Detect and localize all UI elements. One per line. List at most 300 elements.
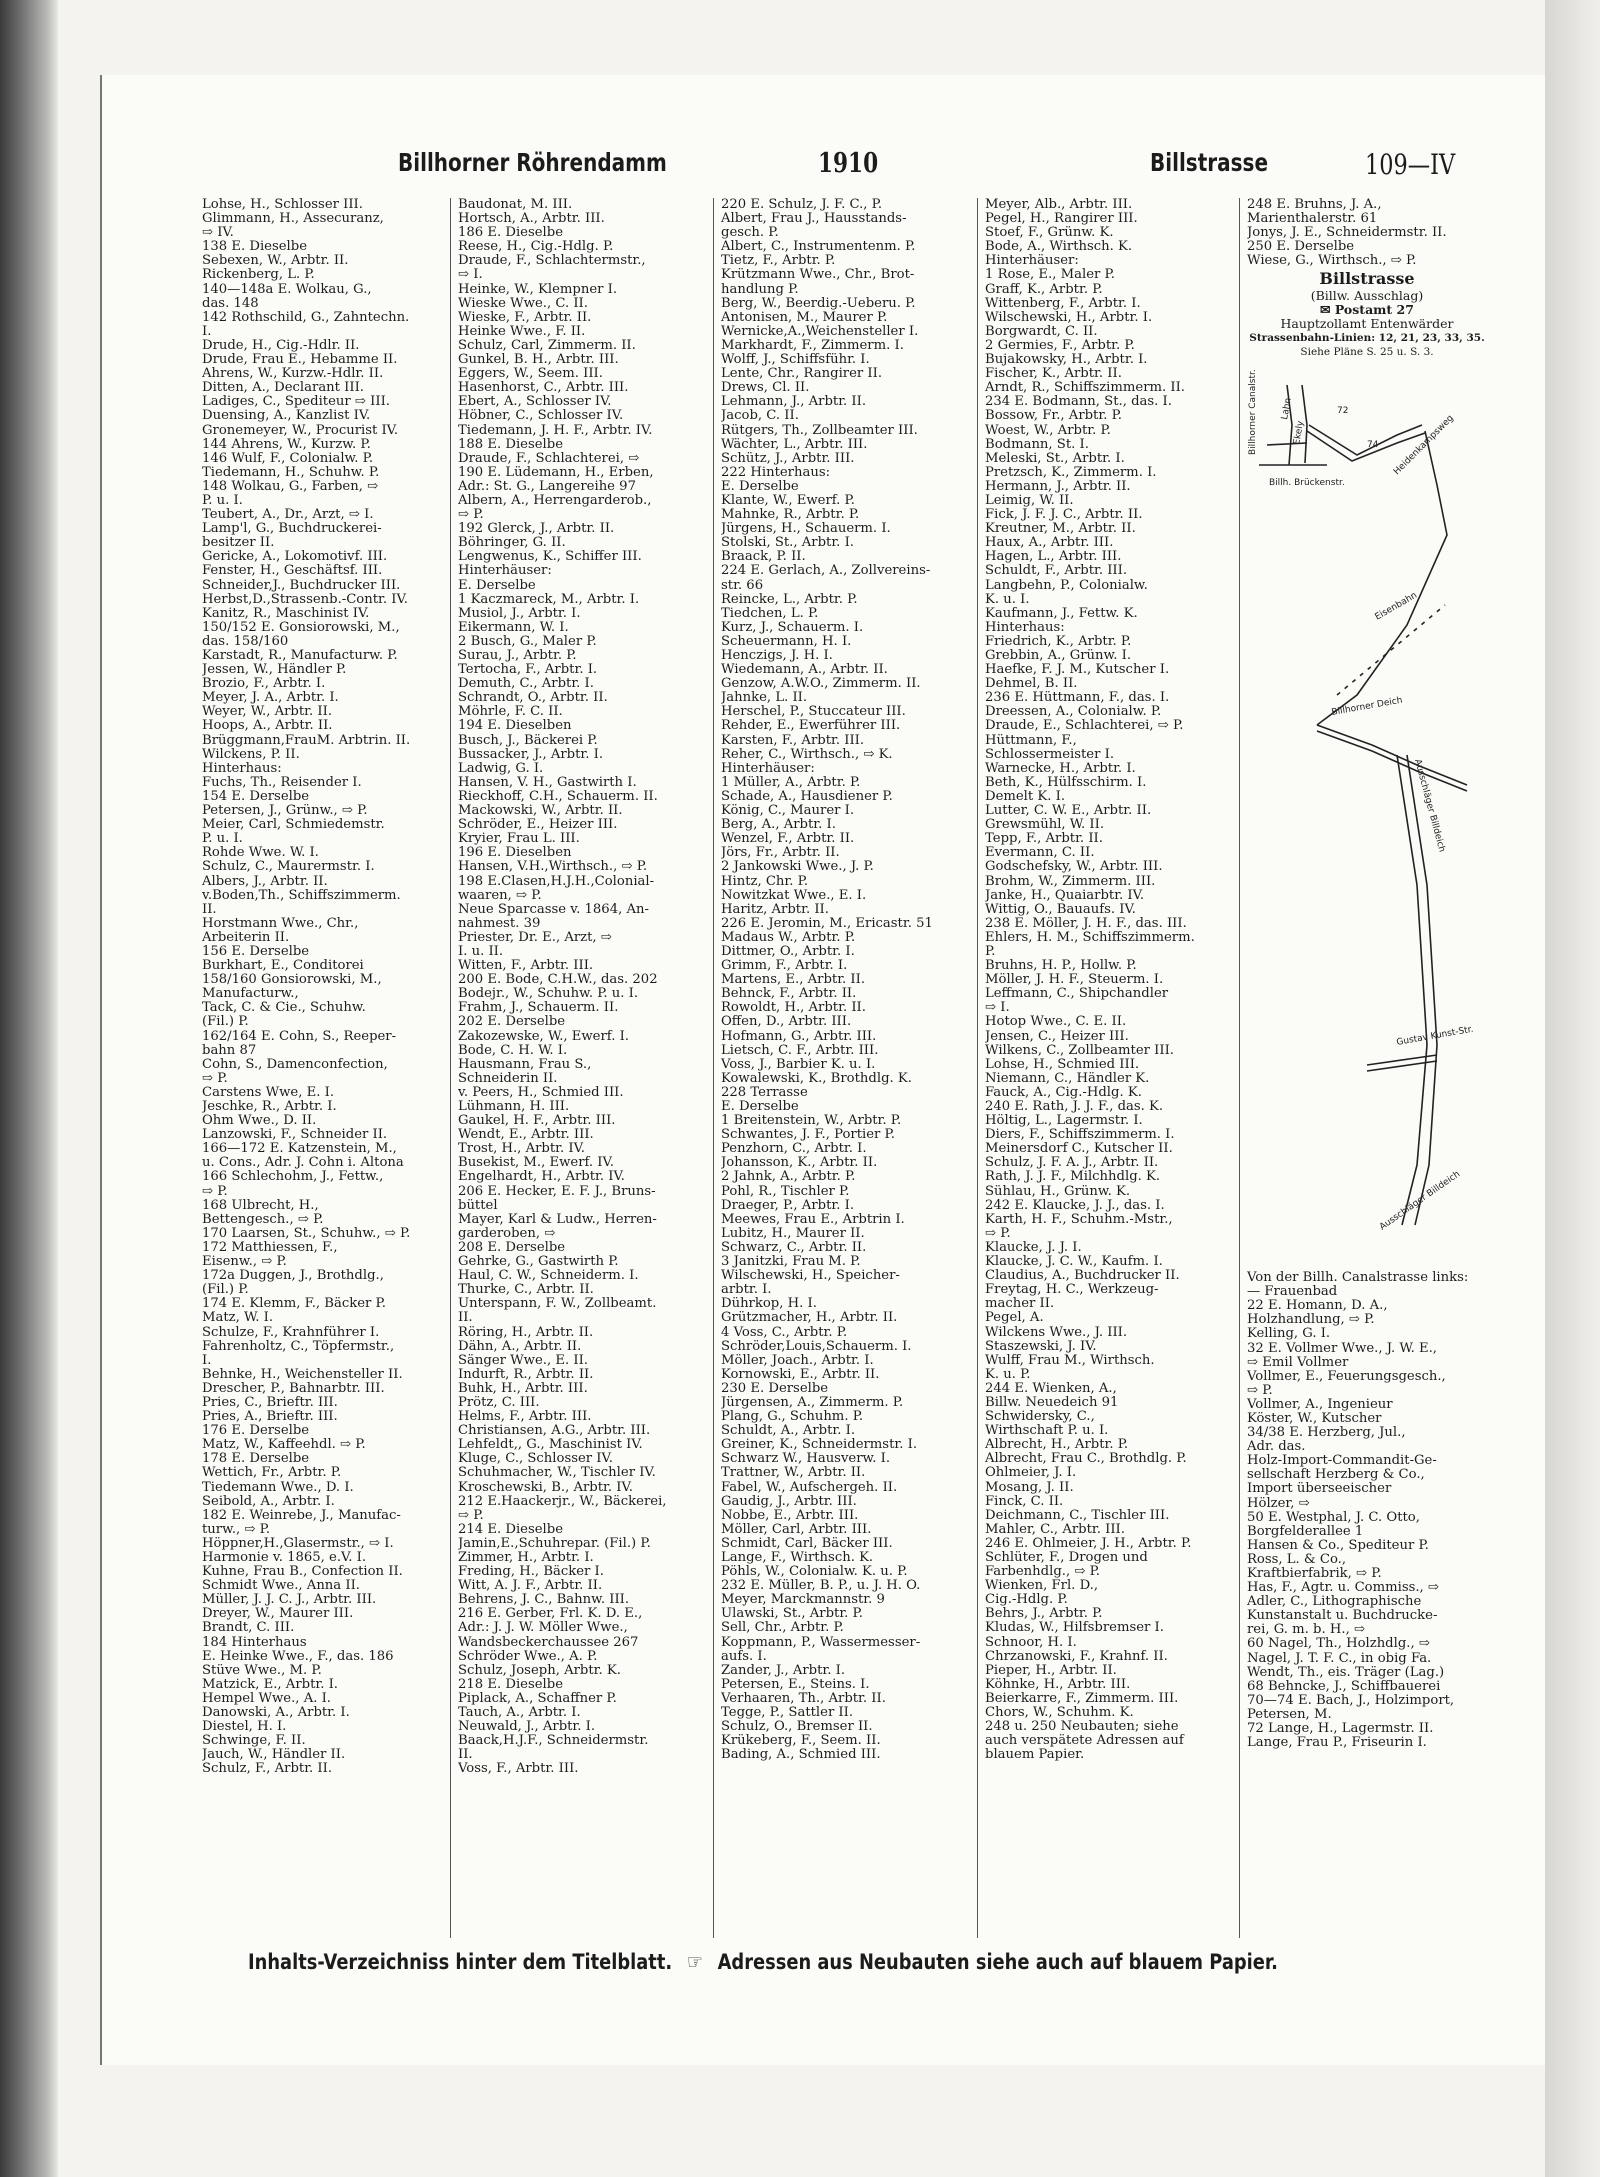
directory-entry-line: Tegge, P., Sattler II. (721, 1706, 854, 1721)
directory-entry-line: Zakozewske, W., Ewerf. I. (458, 1029, 629, 1044)
map-label: Gustav Kunst-Str. (1395, 1024, 1475, 1048)
footer-left-text: Inhalts-Verzeichniss hinter dem Titelblatt. (248, 1950, 673, 1974)
directory-entry-line: Kludas, W., Hilfsbremser I. (985, 1621, 1164, 1636)
directory-entry-line: Schuhmacher, W., Tischler IV. (458, 1466, 656, 1481)
directory-entry-line: Ditten, A., Declarant III. (202, 381, 364, 396)
directory-entry-line: Neue Sparcasse v. 1864, An- (458, 902, 649, 917)
directory-entry-line: Vollmer, A., Ingenieur (1247, 1397, 1393, 1412)
directory-entry-line: Tack, C. & Cie., Schuhw. (202, 1001, 366, 1016)
directory-entry-line: Dreessen, A., Colonialw. P. (985, 705, 1162, 720)
directory-entry-line: Rath, J. J. F., Milchhdlg. K. (985, 1170, 1161, 1185)
directory-entry-line: Seibold, A., Arbtr. I. (202, 1494, 335, 1509)
directory-entry-line: Bettengesch., ⇨ P. (202, 1212, 324, 1227)
directory-entry-line: Mosang, J. II. (985, 1480, 1074, 1495)
directory-entry-line: Hausmann, Frau S., (458, 1057, 592, 1072)
directory-entry-line: Drescher, P., Bahnarbtr. III. (202, 1381, 385, 1396)
directory-entry-line: garderoben, ⇨ (458, 1226, 556, 1241)
directory-entry-line: Holz-Import-Commandit-Ge- (1247, 1454, 1437, 1469)
directory-entry-line: Lubitz, H., Maurer II. (721, 1226, 865, 1241)
directory-entry-line: Warnecke, H., Arbtr. I. (985, 761, 1136, 776)
directory-entry-line: Wendt, E., Arbtr. III. (458, 1128, 594, 1143)
page-number: 109—IV (1365, 148, 1456, 181)
directory-entry-line: 236 E. Hüttmann, F., das. I. (985, 691, 1170, 706)
directory-entry-line: Pries, A., Brieftr. III. (202, 1410, 338, 1425)
directory-entry-line: Bode, A., Wirthsch. K. (985, 240, 1133, 255)
directory-entry-line: Mahler, C., Arbtr. III. (985, 1522, 1125, 1537)
directory-entry-line: ⇨ P. (985, 1226, 1011, 1241)
directory-entry-line: Rohde Wwe. W. I. (202, 846, 319, 861)
directory-entry-line: E. Derselbe (458, 578, 536, 593)
directory-entry-line: Rickenberg, L. P. (202, 268, 315, 283)
directory-entry-line: Leimig, W. II. (985, 493, 1074, 508)
directory-entry-line: Grewsmühl, W. II. (985, 818, 1105, 833)
directory-entry-line: sellschaft Herzberg & Co., (1247, 1468, 1425, 1483)
directory-entry-line: 170 Laarsen, St., Schuhw., ⇨ P. (202, 1226, 411, 1241)
map-street-line (1367, 1061, 1437, 1071)
directory-entry-line: Lehfeldt,, G., Maschinist IV. (458, 1438, 643, 1453)
directory-entry-line: Schröder Wwe., A. P. (458, 1649, 598, 1664)
directory-entry-line: Burkhart, E., Conditorei (202, 959, 364, 974)
directory-entry-line: Surau, J., Arbtr. P. (458, 649, 577, 663)
directory-entry-line: Kelling, G. I. (1247, 1327, 1331, 1342)
directory-entry-line: Kroschewski, B., Arbtr. IV. (458, 1480, 633, 1495)
directory-entry-line: Hinterhaus: (202, 761, 282, 776)
map-street-line (1317, 431, 1447, 725)
directory-entry-line: Penzhorn, C., Arbtr. I. (721, 1142, 867, 1157)
map-label: Ausschläger Billdeich (1412, 758, 1447, 854)
directory-entry-line: Wirthschaft P. u. I. (985, 1424, 1109, 1439)
directory-entry-line: Fabel, W., Aufschergeh. II. (721, 1480, 898, 1495)
directory-entry-line: Pohl, R., Tischler P. (721, 1184, 850, 1199)
directory-entry-line: Bruhns, H. P., Hollw. P. (985, 959, 1137, 974)
directory-entry-line: Duensing, A., Kanzlist IV. (202, 409, 371, 424)
directory-entry-line: 214 E. Dieselbe (458, 1522, 564, 1537)
scan-edge-left (0, 0, 58, 2177)
directory-entry-line: Sebexen, W., Arbtr. II. (202, 254, 349, 269)
directory-entry-line: Lohse, H., Schmied III. (985, 1057, 1140, 1072)
directory-entry-line: Billw. Neuedeich 91 (985, 1395, 1119, 1410)
map-label: Billh. Brückenstr. (1269, 478, 1345, 489)
directory-entry-line: Schnoor, H. I. (985, 1635, 1077, 1650)
directory-entry-line: 154 E. Derselbe (202, 789, 310, 804)
directory-entry-line: 3 Janitzki, Frau M. P. (721, 1255, 861, 1270)
directory-entry-line: Glimmann, H., Assecuranz, (202, 212, 384, 227)
directory-entry-line: bahn 87 (202, 1043, 257, 1058)
directory-entry-line: Wandsbeckerchaussee 267 (458, 1635, 639, 1650)
directory-entry-line: Jonys, J. E., Schneidermstr. II. (1247, 226, 1447, 241)
street-subheading: (Billw. Ausschlag) (1310, 287, 1424, 303)
directory-entry-line: Wilckens Wwe., J. III. (985, 1325, 1128, 1340)
directory-entry-line: Lange, Frau P., Friseurin I. (1247, 1736, 1427, 1751)
directory-entry-line: Kraftbierfabrik, ⇨ P. (1247, 1567, 1382, 1581)
directory-entry-line: 212 E.Haackerjr., W., Bäckerei, (458, 1494, 667, 1509)
directory-entry-line: Hüttmann, F., (985, 733, 1077, 748)
directory-entry-line: Bodmann, St. I. (985, 437, 1089, 452)
directory-entry-line: Brozio, F., Arbtr. I. (202, 677, 326, 692)
directory-entry-line: Teubert, A., Dr., Arzt, ⇨ I. (202, 508, 374, 523)
directory-entry-line: 216 E. Gerber, Frl. K. D. E., (458, 1607, 643, 1622)
directory-entry-line: Lutter, C. W. E., Arbtr. II. (985, 804, 1152, 819)
directory-entry-line: Klante, W., Ewerf. P. (721, 493, 855, 508)
directory-entry-line: Meewes, Frau E., Arbtrin I. (721, 1212, 905, 1227)
directory-entry-line: Wächter, L., Arbtr. III. (721, 437, 868, 452)
directory-entry-line: Zimmer, H., Arbtr. I. (458, 1551, 594, 1565)
directory-entry-line: 34/38 E. Herzberg, Jul., (1247, 1426, 1406, 1441)
directory-entry-line: Henczigs, J. H. I. (721, 649, 833, 663)
directory-entry-line: 162/164 E. Cohn, S., Reeper- (202, 1029, 397, 1044)
directory-entry-line: Nobbe, E., Arbtr. III. (721, 1508, 859, 1523)
column-4 (985, 198, 1218, 1938)
directory-entry-line: Scheuermann, H. I. (721, 634, 852, 649)
directory-entry-line: II. (458, 1311, 473, 1326)
column-5 (1247, 198, 1487, 1938)
directory-entry-line: Klaucke, J. J. I. (985, 1240, 1082, 1255)
directory-entry-line: Buhk, H., Arbtr. III. (458, 1381, 588, 1396)
directory-entry-line: Jürgensen, A., Zimmerm. P. (721, 1395, 904, 1410)
directory-entry-line: Tauch, A., Arbtr. I. (458, 1706, 581, 1721)
directory-entry-line: 148 Wolkau, G., Farben, ⇨ (202, 479, 379, 494)
directory-entry-line: Möller, Carl, Arbtr. III. (721, 1522, 872, 1537)
directory-entry-line: Reese, H., Cig.-Hdlg. P. (458, 240, 614, 255)
directory-entry-line: K. u. P. (985, 1367, 1031, 1382)
directory-entry-line: Pretzsch, K., Zimmerm. I. (985, 465, 1157, 480)
column-divider (977, 198, 978, 1938)
directory-entry-line: Priester, Dr. E., Arzt, ⇨ (458, 930, 612, 945)
directory-entry-line: Grimm, F., Arbtr. I. (721, 959, 848, 974)
directory-entry-line: Trost, H., Arbtr. IV. (458, 1142, 585, 1157)
directory-entry-line: Kryier, Frau L. III. (458, 832, 580, 847)
directory-entry-line: Kanitz, R., Maschinist IV. (202, 606, 370, 621)
directory-entry-line: Schulz, Joseph, Arbtr. K. (458, 1663, 621, 1678)
directory-entry-line: Krützmann Wwe., Chr., Brot- (721, 268, 915, 283)
plaene-info: Siehe Pläne S. 25 u. S. 3. (1300, 345, 1434, 358)
directory-entry-line: Martens, E., Arbtr. II. (721, 973, 866, 988)
directory-entry-line: Rieckhoff, C.H., Schauerm. II. (458, 789, 658, 804)
directory-entry-line: Friedrich, K., Arbtr. P. (985, 634, 1132, 649)
directory-entry-line: nahmest. 39 (458, 916, 541, 931)
directory-entry-line: Schuldt, F., Arbtr. III. (985, 564, 1128, 579)
directory-entry-line: Koppmann, P., Wassermesser- (721, 1635, 921, 1650)
directory-entry-line: Lengwenus, K., Schiffer III. (458, 550, 642, 565)
directory-entry-line: Kaufmann, J., Fettw. K. (985, 606, 1138, 621)
directory-entry-line: Mahnke, R., Arbtr. P. (721, 508, 860, 523)
directory-entry-line: Wettich, Fr., Arbtr. P. (202, 1466, 342, 1481)
header-year: 1910 (818, 148, 879, 179)
directory-entry-line: aufs. I. (721, 1649, 767, 1664)
directory-entry-line: auch verspätete Adressen auf (985, 1734, 1184, 1749)
directory-entry-line: Beth, K., Hülfsschirm. I. (985, 775, 1147, 790)
directory-entry-line: Schröder, E., Heizer III. (458, 818, 618, 833)
directory-entry-line: Witt, A. J. F., Arbtr. II. (458, 1579, 603, 1594)
directory-entry-line: Jürgens, H., Schauerm. I. (721, 522, 891, 537)
directory-entry-line: Dührkop, H. I. (721, 1297, 817, 1312)
directory-entry-line: blauem Papier. (985, 1748, 1085, 1763)
directory-entry-line: Fauck, A., Cig.-Hdlg. K. (985, 1085, 1142, 1100)
directory-entry-line: Reincke, L., Arbtr. P. (721, 592, 858, 607)
directory-entry-line: Ross, L. & Co., (1247, 1552, 1347, 1567)
directory-entry-line: Heinke, W., Klempner I. (458, 282, 618, 297)
directory-entry-line: Finck, C. II. (985, 1494, 1064, 1509)
directory-entry-line: Diestel, H. I. (202, 1720, 287, 1735)
directory-entry-line: Berg, A., Arbtr. I. (721, 818, 836, 833)
directory-entry-line: Jauch, W., Händler II. (202, 1748, 346, 1763)
directory-entry-line: Diers, F., Schiffszimmerm. I. (985, 1128, 1175, 1143)
directory-entry-line: Sühlau, H., Grünw. K. (985, 1184, 1131, 1199)
directory-entry-line: Tiedchen, L. P. (721, 606, 819, 621)
directory-entry-line: Wernicke,A.,Weichensteller I. (721, 324, 919, 339)
directory-entry-line: Cohn, S., Damenconfection, (202, 1057, 388, 1072)
directory-entry-line: Wienken, Frl. D., (985, 1579, 1099, 1594)
directory-entry-line: Kreutner, M., Arbtr. II. (985, 522, 1136, 537)
directory-entry-line: Hansen & Co., Spediteur P. (1247, 1538, 1429, 1553)
pointing-hand-icon: ☞ (686, 1950, 703, 1974)
header-left-street: Billhorner Röhrendamm (398, 148, 667, 177)
directory-entry-line: Verhaaren, Th., Arbtr. II. (721, 1691, 886, 1706)
directory-entry-line: Matzick, E., Arbtr. I. (202, 1677, 339, 1692)
directory-entry-line: Müller, J. J. C. J., Arbtr. III. (202, 1593, 377, 1608)
directory-entry-line: — Frauenbad (1247, 1285, 1338, 1300)
directory-entry-line: E. Heinke Wwe., F., das. 186 (202, 1649, 394, 1664)
zollamt-info: Hauptzollamt Entenwärder (1280, 315, 1454, 331)
map-street-line (1287, 385, 1292, 465)
directory-entry-line: Marienthalerstr. 61 (1247, 212, 1378, 227)
directory-entry-line: Christiansen, A.G., Arbtr. III. (458, 1424, 651, 1439)
page-header (100, 140, 1545, 180)
directory-entry-line: 178 E. Derselbe (202, 1452, 310, 1467)
directory-entry-line: 172 Matthiessen, F., (202, 1240, 338, 1255)
directory-entry-line: Pries, C., Brieftr. III. (202, 1395, 338, 1410)
directory-entry-line: Dittmer, O., Arbtr. I. (721, 944, 855, 959)
directory-entry-line: 224 E. Gerlach, A., Zollvereins- (721, 564, 931, 579)
column-divider (450, 198, 451, 1938)
directory-entry-line: Claudius, A., Buchdrucker II. (985, 1269, 1180, 1284)
directory-entry-line: Haul, C. W., Schneiderm. I. (458, 1269, 639, 1284)
directory-entry-line: Fahrenholtz, C., Töpfermstr., (202, 1339, 395, 1354)
directory-entry-line: Bujakowsky, H., Arbtr. I. (985, 353, 1148, 368)
directory-entry-line: I. (202, 1353, 212, 1368)
directory-entry-line: Schröder,Louis,Schauerm. I. (721, 1339, 912, 1354)
directory-entry-line: Petersen, E., Steins. I. (721, 1677, 870, 1692)
directory-entry-line: Dreyer, W., Maurer III. (202, 1607, 354, 1622)
directory-entry-line: Schade, A., Hausdiener P. (721, 789, 893, 804)
directory-entry-line: E. Derselbe (721, 479, 799, 494)
directory-entry-line: Borgwardt, C. II. (985, 324, 1098, 339)
directory-entry-line: II. (458, 1748, 473, 1763)
directory-entry-line: Adr.: J. J. W. Möller Wwe., (458, 1621, 628, 1636)
directory-entry-line: Schütz, J., Arbtr. III. (721, 451, 855, 466)
directory-entry-line: Freding, H., Bäcker I. (458, 1565, 604, 1580)
directory-entry-line: Hölzer, ⇨ (1247, 1496, 1310, 1511)
map-label: Billhorner Canalstr. (1248, 369, 1258, 456)
directory-entry-line: Braack, P. II. (721, 550, 806, 565)
directory-entry-line: Rütgers, Th., Zollbeamter III. (721, 423, 918, 438)
directory-entry-line: Gaukel, H. F., Arbtr. III. (458, 1114, 616, 1129)
directory-entry-line: 70—74 E. Bach, J., Holzimport, (1247, 1693, 1455, 1708)
directory-entry-line: handlung P. (721, 282, 799, 297)
directory-entry-line: Chors, W., Schuhm. K. (985, 1706, 1134, 1721)
directory-entry-line: Pegel, A. (985, 1311, 1044, 1326)
directory-entry-line: 198 E.Clasen,H.J.H.,Colonial- (458, 874, 655, 889)
directory-entry-line: Matz, W. I. (202, 1311, 274, 1326)
directory-entry-line: Offen, D., Arbtr. III. (721, 1015, 852, 1030)
directory-entry-line: Voss, F., Arbtr. III. (458, 1762, 579, 1777)
directory-entry-line: Gehrke, G., Gastwirth P. (458, 1255, 619, 1270)
map-street-line (1397, 755, 1427, 1225)
directory-entry-line: Schulz, Carl, Zimmerm. II. (458, 338, 636, 353)
directory-entry-line: ⇨ Emil Vollmer (1247, 1355, 1349, 1370)
directory-entry-line: Köhnke, H., Arbtr. III. (985, 1677, 1131, 1692)
directory-entry-line: Arbeiterin II. (202, 930, 290, 945)
directory-entry-line: Meleski, St., Arbtr. I. (985, 451, 1125, 466)
directory-entry-line: Wenzel, F., Arbtr. II. (721, 832, 855, 847)
directory-entry-line: Behnck, F., Arbtr. II. (721, 987, 857, 1002)
directory-entry-line: Sell, Chr., Arbtr. P. (721, 1621, 844, 1636)
directory-entry-line: Beierkarre, F., Zimmerm. III. (985, 1691, 1179, 1706)
directory-entry-line: P. (985, 944, 996, 959)
directory-entry-line: Hintz, Chr. P. (721, 874, 809, 889)
directory-entry-line: Musiol, J., Arbtr. I. (458, 606, 581, 621)
directory-entry-line: Hortsch, A., Arbtr. III. (458, 212, 605, 227)
directory-entry-line: P. u. I. (202, 832, 243, 847)
map-railway-line (1337, 605, 1445, 695)
directory-entry-line: 182 E. Weinrebe, J., Manufac- (202, 1508, 401, 1523)
directory-entry-line: ⇨ I. (458, 268, 483, 283)
directory-entry-line: Kowalewski, K., Brothdlg. K. (721, 1071, 912, 1086)
directory-entry-line: Baack,H.J.F., Schneidermstr. (458, 1734, 649, 1749)
directory-entry-line: Jörs, Fr., Arbtr. II. (721, 846, 840, 861)
directory-entry-line: Staszewski, J. IV. (985, 1339, 1097, 1354)
directory-entry-line: 2 Germies, F., Arbtr. P. (985, 338, 1135, 353)
directory-entry-line: 202 E. Derselbe (458, 1015, 566, 1030)
directory-entry-line: Haritz, Arbtr. II. (721, 902, 829, 917)
directory-entry-line: Farbenhdlg., ⇨ P. (985, 1565, 1100, 1580)
directory-entry-line: Ehlers, H. M., Schiffszimmerm. (985, 930, 1195, 945)
directory-entry-line: Behnke, H., Weichensteller II. (202, 1367, 403, 1382)
directory-entry-line: Petersen, J., Grünw., ⇨ P. (202, 804, 368, 819)
directory-entry-line: Sänger Wwe., E. II. (458, 1353, 588, 1368)
directory-entry-line: ⇨ P. (458, 508, 484, 523)
directory-entry-line: ⇨ P. (1247, 1383, 1273, 1398)
directory-entry-line: Schulz, C., Maurermstr. I. (202, 860, 375, 875)
directory-entry-line: 166 Schlechohm, J., Fettw., (202, 1170, 384, 1185)
directory-entry-line: Graff, K., Arbtr. P. (985, 282, 1103, 297)
directory-entry-line: gesch. P. (721, 226, 779, 241)
directory-entry-line: 220 E. Schulz, J. F. C., P. (721, 198, 883, 212)
directory-entry-line: Rowoldt, H., Arbtr. II. (721, 1001, 866, 1016)
directory-entry-line: waaren, ⇨ P. (458, 888, 542, 903)
directory-entry-line: Danowski, A., Arbtr. I. (202, 1706, 350, 1721)
directory-entry-line: Fenster, H., Geschäftsf. III. (202, 564, 383, 579)
directory-entry-line: Schneider,J., Buchdrucker III. (202, 578, 401, 593)
directory-entry-line: Matz, W., Kaffeehdl. ⇨ P. (202, 1438, 366, 1453)
directory-entry-line: Meier, Carl, Schmiedemstr. (202, 818, 385, 833)
directory-entry-line: 146 Wulf, F., Colonialw. P. (202, 451, 374, 466)
directory-entry-line: Lühmann, H. III. (458, 1100, 570, 1114)
directory-entry-line: Neuwald, J., Arbtr. I. (458, 1720, 596, 1735)
directory-entry-line: arbtr. I. (721, 1283, 772, 1298)
directory-entry-line: 206 E. Hecker, E. F. J., Bruns- (458, 1184, 656, 1199)
map-label: Billhorner Deich (1330, 695, 1404, 718)
directory-entry-line: Wulff, Frau M., Wirthsch. (985, 1353, 1155, 1368)
directory-entry-line: Plang, G., Schuhm. P. (721, 1410, 864, 1425)
directory-entry-line: Höbner, C., Schlosser IV. (458, 409, 624, 424)
directory-entry-line: 150/152 E. Gonsiorowski, M., (202, 620, 400, 635)
directory-entry-line: 222 Hinterhaus: (721, 465, 831, 480)
directory-entry-line: Engelhardt, H., Arbtr. IV. (458, 1170, 625, 1185)
directory-entry-line: Brandt, C. III. (202, 1621, 295, 1636)
directory-entry-line: Greiner, K., Schneidermstr. I. (721, 1438, 918, 1453)
directory-entry-line: Piplack, A., Schaffner P. (458, 1691, 617, 1706)
directory-entry-line: 166—172 E. Katzenstein, M., (202, 1142, 397, 1157)
directory-entry-line: 250 E. Derselbe (1247, 240, 1355, 255)
directory-entry-line: 2 Jahnk, A., Arbtr. P. (721, 1170, 856, 1185)
directory-entry-line: Adler, C., Lithographische (1247, 1595, 1422, 1610)
directory-entry-line: das. 148 (202, 296, 259, 311)
directory-entry-line: Zander, J., Arbtr. I. (721, 1663, 846, 1678)
directory-entry-line: Witten, F., Arbtr. III. (458, 959, 594, 974)
directory-entry-line: Meyer, Alb., Arbtr. III. (985, 198, 1133, 212)
directory-entry-line: Böhringer, G. II. (458, 536, 566, 551)
directory-entry-line: Petersen, M. (1247, 1707, 1332, 1722)
directory-entry-line: Mackowski, W., Arbtr. II. (458, 804, 623, 819)
directory-entry-line: Schmidt, Carl, Bäcker III. (721, 1536, 893, 1551)
directory-entry-line: Wendt, Th., eis. Träger (Lag.) (1247, 1665, 1445, 1680)
directory-entry-line: Borgfelderallee 1 (1247, 1524, 1364, 1539)
directory-entry-line: 72 Lange, H., Lagermstr. II. (1247, 1722, 1434, 1737)
directory-entry-line: Jessen, W., Händler P. (202, 663, 347, 678)
directory-entry-line: Lehmann, J., Arbtr. II. (721, 395, 867, 410)
directory-entry-line: Janke, H., Quaiarbtr. IV. (985, 888, 1145, 903)
directory-entry-line: Tiedemann, H., Schuhw. P. (202, 465, 380, 480)
directory-entry-line: ⇨ P. (458, 1508, 484, 1523)
directory-entry-line: besitzer II. (202, 536, 275, 551)
directory-entry-line: Pegel, H., Rangirer III. (985, 212, 1138, 227)
directory-entry-line: Gunkel, B. H., Arbtr. III. (458, 353, 619, 368)
directory-entry-line: 194 E. Dieselben (458, 719, 572, 734)
directory-entry-line: 168 Ulbrecht, H., (202, 1198, 319, 1213)
directory-entry-line: Hotop Wwe., C. E. II. (985, 1015, 1127, 1030)
directory-entry-line: Jahnke, L. II. (721, 691, 808, 706)
directory-entry-line: Bode, C. H. W. I. (458, 1043, 568, 1058)
directory-entry-line: Lohse, H., Schlosser III. (202, 198, 363, 212)
street-heading: Billstrasse (1319, 269, 1415, 289)
directory-entry-line: Krükeberg, F., Seem. II. (721, 1734, 881, 1749)
directory-entry-line: Tertocha, F., Arbtr. I. (458, 663, 598, 678)
directory-entry-line: Stoef, F., Grünw. K. (985, 226, 1114, 241)
directory-entry-line: 244 E. Wienken, A., (985, 1381, 1117, 1396)
directory-entry-line: Wieske, F., Arbtr. II. (458, 310, 592, 325)
scan-edge-right (1545, 0, 1600, 2177)
directory-entry-line: Dehmel, B. II. (985, 677, 1078, 692)
directory-entry-line: Johansson, K., Arbtr. II. (721, 1156, 878, 1171)
directory-entry-line: Eisenw., ⇨ P. (202, 1255, 287, 1270)
directory-entry-line: Wolff, J., Schiffsführ. I. (721, 353, 870, 368)
directory-entry-line: Albrecht, H., Arbtr. P. (985, 1438, 1129, 1453)
directory-entry-line: Drude, Frau E., Hebamme II. (202, 353, 398, 368)
postamt-info: ✉ Postamt 27 (1320, 301, 1414, 317)
directory-entry-line: Schwarz W., Hausverw. I. (721, 1452, 891, 1467)
directory-entry-line: 140—148a E. Wolkau, G., (202, 282, 372, 297)
directory-entry-line: Möhrle, F. C. II. (458, 705, 563, 720)
directory-entry-line: Von der Billh. Canalstrasse links: (1247, 1271, 1469, 1286)
directory-entry-line: Albrecht, Frau C., Brothdlg. P. (985, 1452, 1187, 1467)
directory-entry-line: Wilschewski, H., Arbtr. I. (985, 310, 1153, 325)
directory-entry-line: v. Peers, H., Schmied III. (458, 1085, 624, 1100)
directory-entry-line: Karsten, F., Arbtr. III. (721, 733, 865, 748)
directory-entry-line: 144 Ahrens, W., Kurzw. P. (202, 437, 371, 452)
directory-entry-line: E. Derselbe (721, 1100, 799, 1114)
page-footer (248, 1950, 1285, 1974)
